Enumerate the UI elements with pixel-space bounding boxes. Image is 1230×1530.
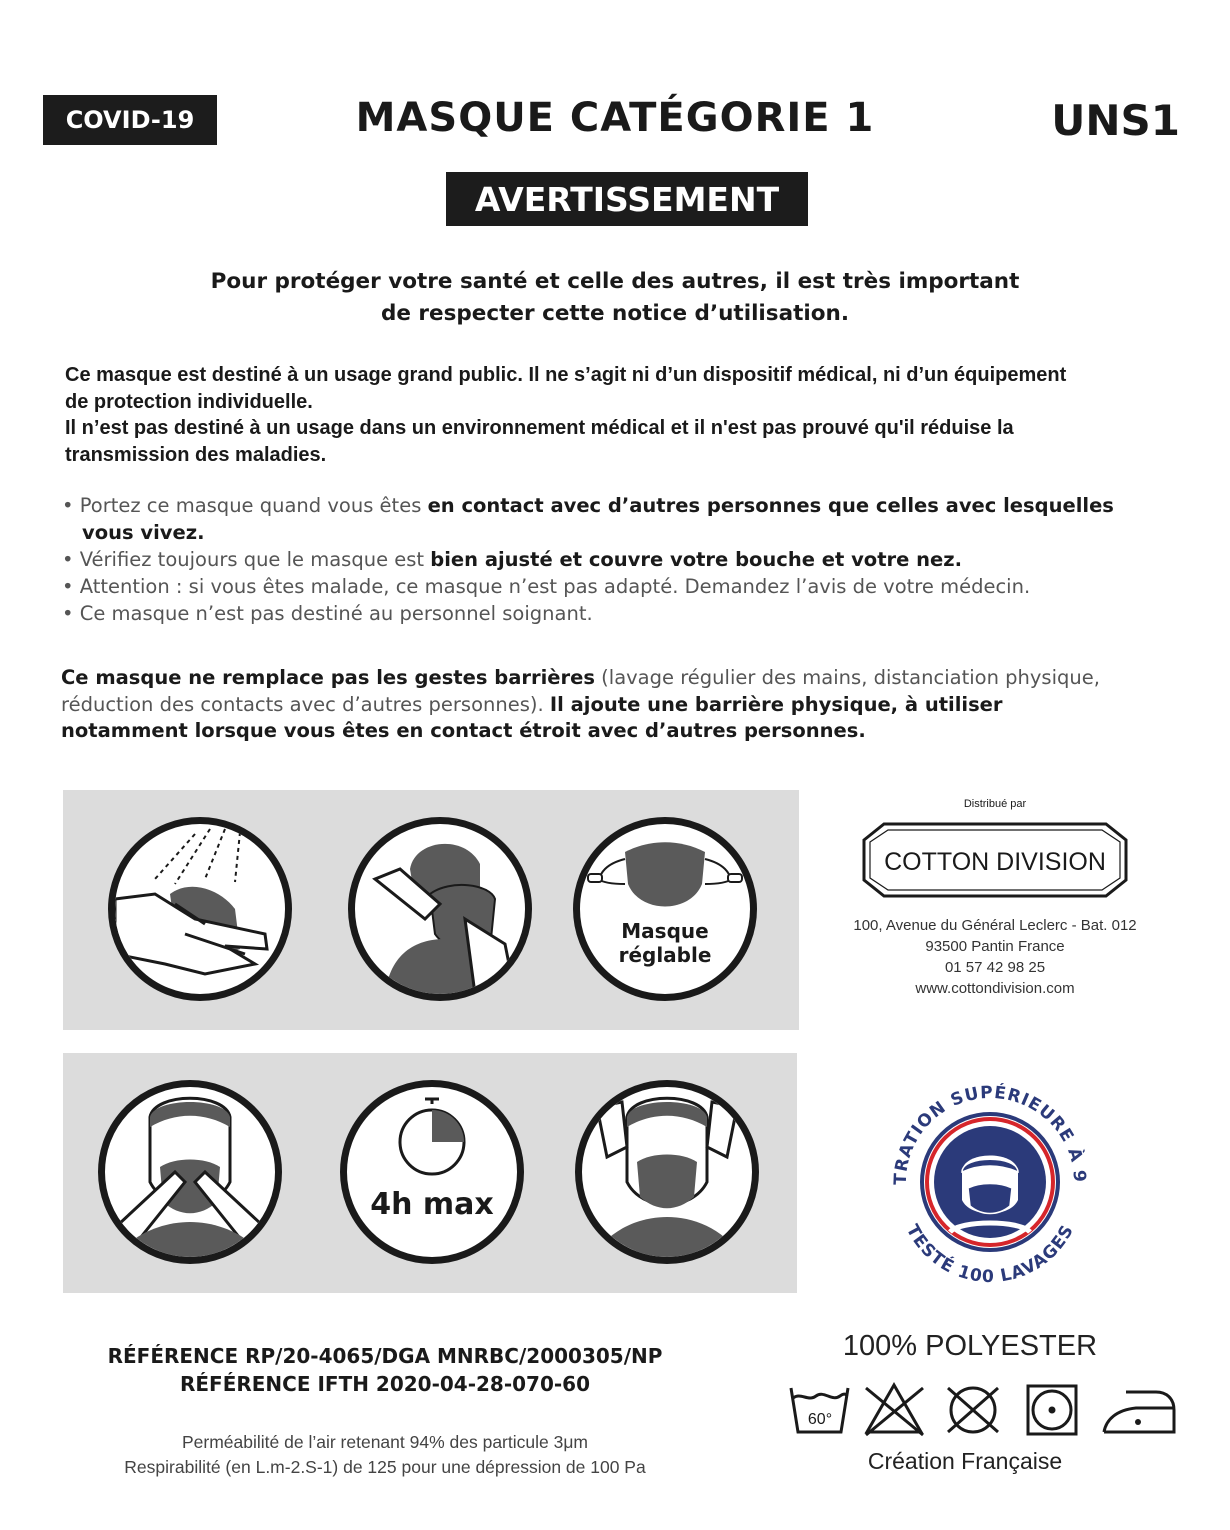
intro-text xyxy=(100,266,1130,330)
adjustable-label: Masque xyxy=(621,919,709,943)
bullet-emphasis: en contact avec d’autres personnes que celles avec lesquelles xyxy=(427,494,1114,517)
no-tumble-dry-icon xyxy=(948,1388,998,1432)
page-title: MASQUE CATÉGORIE 1 xyxy=(355,95,875,141)
timer-icon xyxy=(340,1080,524,1264)
notice-line: Il n’est pas destiné à un usage dans un environnement médical et il n'est pas prouvé qu'il réduise la xyxy=(65,417,1014,439)
distributor-address xyxy=(820,915,1170,999)
notice-paragraph xyxy=(65,362,1195,468)
barrier-text: (lavage régulier des mains, distanciation physique, xyxy=(594,666,1100,689)
address-line: 100, Avenue du Général Leclerc - Bat. 012 xyxy=(853,917,1137,934)
pictogram-panel-bottom xyxy=(63,1053,797,1293)
badge-bottom-text: TESTÉ 100 LAVAGES xyxy=(901,1221,1079,1288)
notice-line: Ce masque est destiné à un usage grand public. Il ne s’agit ni d’un dispositif médical, ni d’un équipement xyxy=(65,364,1067,386)
phone-number: 01 57 42 98 25 xyxy=(944,959,1046,976)
composition: 100% POLYESTER xyxy=(842,1330,1098,1362)
notice-line: transmission des maladies. xyxy=(65,443,327,466)
origin-label: Création Française xyxy=(867,1448,1063,1474)
intro-line: Pour protéger votre santé et celle des autres, il est très important xyxy=(210,269,1020,294)
technical-specs xyxy=(40,1430,730,1480)
adjustable-label: réglable xyxy=(618,943,712,967)
put-on-mask-icon xyxy=(348,817,532,1001)
barrier-emphasis: Il ajoute une barrière physique, à utiliser xyxy=(549,692,1003,716)
brand-name: COTTON DIVISION xyxy=(884,848,1106,876)
barrier-text: réduction des contacts avec d’autres personnes). xyxy=(61,692,550,716)
reference-line: RÉFÉRENCE RP/20-4065/DGA MNRBC/2000305/NP xyxy=(107,1344,663,1368)
remove-mask-icon xyxy=(575,1080,759,1264)
bullet-item xyxy=(62,492,1202,519)
bullet-item: • Attention : si vous êtes malade, ce masque n’est pas adapté. Demandez l’avis de votre médecin. xyxy=(62,575,1031,598)
bullet-continuation: vous vivez. xyxy=(82,521,205,544)
bullet-emphasis: bien ajusté et couvre votre bouche et votre nez. xyxy=(430,548,963,571)
spec-line: Respirabilité (en L.m-2.S-1) de 125 pour une dépression de 100 Pa xyxy=(124,1457,646,1477)
usage-bullets xyxy=(62,492,1202,627)
barrier-emphasis: Ce masque ne remplace pas les gestes barrières xyxy=(61,666,595,689)
cotton-division-logo xyxy=(862,822,1128,898)
max-duration-label: 4h max xyxy=(370,1187,494,1222)
references xyxy=(40,1342,730,1398)
filtration-badge xyxy=(870,1060,1110,1300)
care-symbols xyxy=(786,1380,1176,1440)
warning-banner: AVERTISSEMENT xyxy=(446,172,808,226)
distributor-label: Distribué par xyxy=(963,798,1027,810)
iron-icon xyxy=(1104,1392,1174,1432)
no-bleach-icon xyxy=(866,1385,923,1435)
reference-line: RÉFÉRENCE IFTH 2020-04-28-070-60 xyxy=(179,1372,591,1396)
pictogram-panel-top xyxy=(63,790,799,1030)
spec-line: Perméabilité de l’air retenant 94% des particule 3μm xyxy=(182,1432,588,1452)
badge-top-text: TRATION SUPÉRIEURE À 9 xyxy=(890,1082,1090,1186)
intro-line: de respecter cette notice d’utilisation. xyxy=(380,301,850,326)
pinch-nose-icon xyxy=(98,1080,282,1264)
barrier-emphasis: notamment lorsque vous êtes en contact étroit avec d’autres personnes. xyxy=(61,719,866,742)
bullet-text: • Portez ce masque quand vous êtes xyxy=(62,494,428,517)
bullet-item xyxy=(62,546,1202,573)
notice-line: de protection individuelle. xyxy=(65,390,313,413)
bullet-item: • Ce masque n’est pas destiné au personnel soignant. xyxy=(62,602,593,625)
address-line: 93500 Pantin France xyxy=(925,938,1065,955)
barrier-paragraph xyxy=(61,665,1201,745)
adjustable-mask-icon xyxy=(573,817,757,1001)
bullet-text: • Vérifiez toujours que le masque est xyxy=(62,548,431,571)
category-code: UNS1 xyxy=(1051,96,1180,145)
website-link[interactable]: www.cottondivision.com xyxy=(915,980,1075,997)
covid-tag: COVID-19 xyxy=(43,95,217,145)
wash-temp: 60° xyxy=(807,1411,833,1428)
hand-wash-icon xyxy=(108,817,292,1001)
